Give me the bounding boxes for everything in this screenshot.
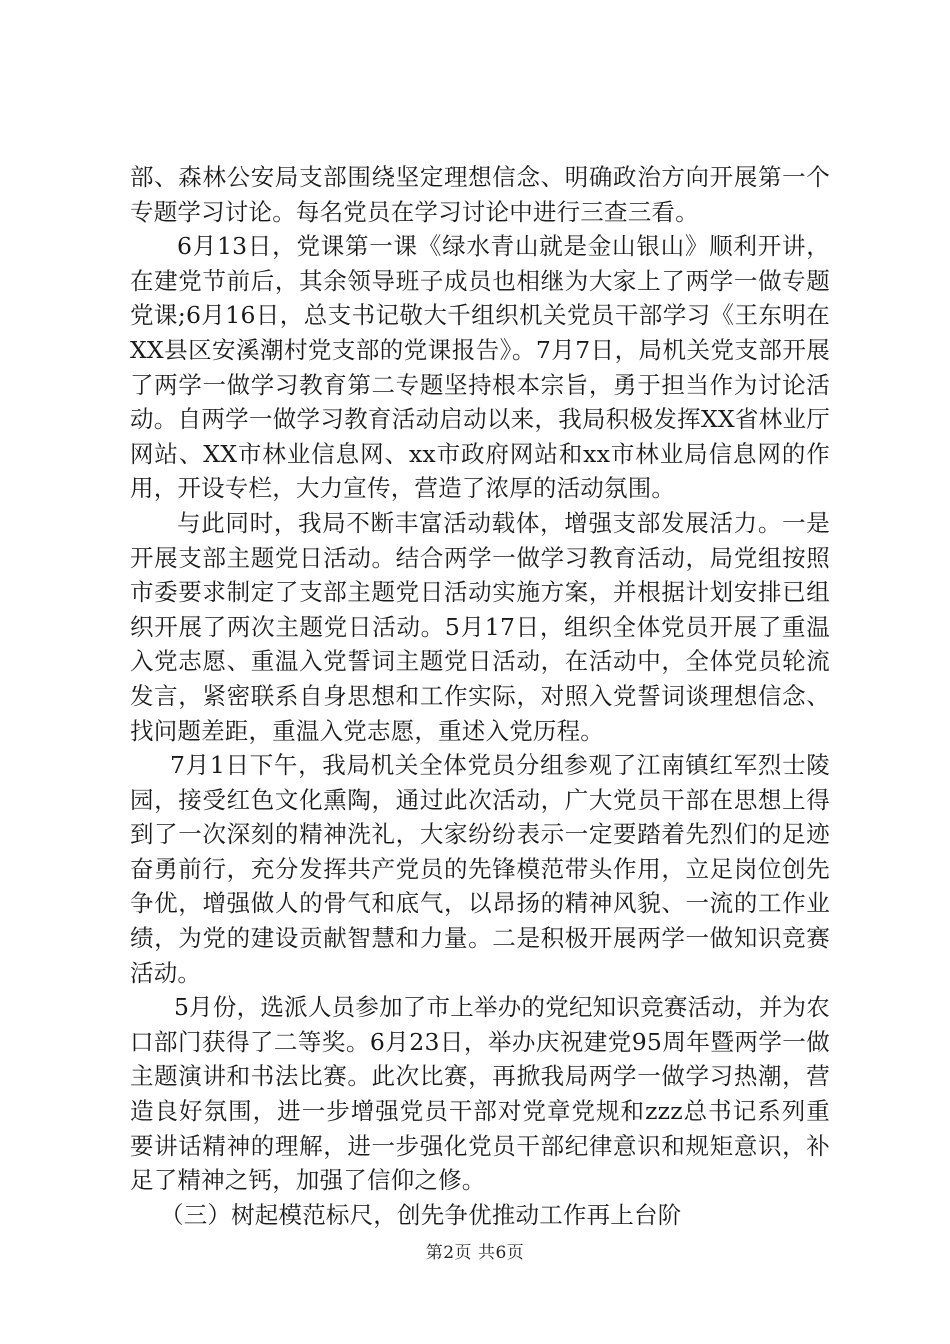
paragraph-knowledge-contest: 5月份，选派人员参加了市上举办的党纪知识竞赛活动，并为农口部门获得了二等奖。6月23日，举办庆祝建党95周年暨两学一做主题演讲和书法比赛。此次比赛，再掀我局两学一做学习热潮，营造良好氛围，进一步增强党员干部对党章党规和zzz总书记系列重要讲话精神的理解，进一步强化党员干部纪律意识和规矩意识，补足了精神之钙，加强了信仰之修。 [130, 993, 830, 1195]
paragraph-continuation: 部、森林公安局支部围绕坚定理想信念、明确政治方向开展第一个专题学习讨论。每名党员在学习讨论中进行三查三看。 [130, 163, 830, 226]
document-body [130, 160, 830, 1232]
section-heading: （三）树起模范标尺，创先争优推动工作再上台阶 [160, 1200, 682, 1229]
paragraph-party-day: 与此同时，我局不断丰富活动载体，增强支部发展活力。一是开展支部主题党日活动。结合两学一做学习教育活动，局党组按照市委要求制定了支部主题党日活动实施方案，并根据计划安排已组织开展了两次主题党日活动。5月17日，组织全体党员开展了重温入党志愿、重温入党誓词主题党日活动，在活动中，全体党员轮流发言，紧密联系自身思想和工作实际，对照入党誓词谈理想信念、找问题差距，重温入党志愿，重述入党历程。 [130, 508, 830, 745]
page-footer: 第2页 共6页 [425, 1243, 525, 1263]
paragraph-party-lecture: 6月13日，党课第一课《绿水青山就是金山银山》顺利开讲，在建党节前后，其余领导班子成员也相继为大家上了两学一做专题党课;6月16日，总支书记敬大千组织机关党员干部学习《王东明在XX县区安溪潮村党支部的党课报告》。7月7日，局机关党支部开展了两学一做学习教育第二专题坚持根本宗旨，勇于担当作为讨论活动。自两学一做学习教育活动启动以来，我局积极发挥XX省林业厅网站、XX市林业信息网、xx市政府网站和xx市林业局信息网的作用，开设专栏，大力宣传，营造了浓厚的活动氛围。 [130, 232, 830, 503]
paragraph-cemetery-visit: 7月1日下午，我局机关全体党员分组参观了江南镇红军烈士陵园，接受红色文化熏陶，通过此次活动，广大党员干部在思想上得到了一次深刻的精神洗礼，大家纷纷表示一定要踏着先烈们的足迹奋勇前行，充分发挥共产党员的先锋模范带头作用，立足岗位创先争优，增强做人的骨气和底气，以昂扬的精神风貌、一流的工作业绩，为党的建设贡献智慧和力量。二是积极开展两学一做知识竞赛活动。 [130, 751, 830, 987]
